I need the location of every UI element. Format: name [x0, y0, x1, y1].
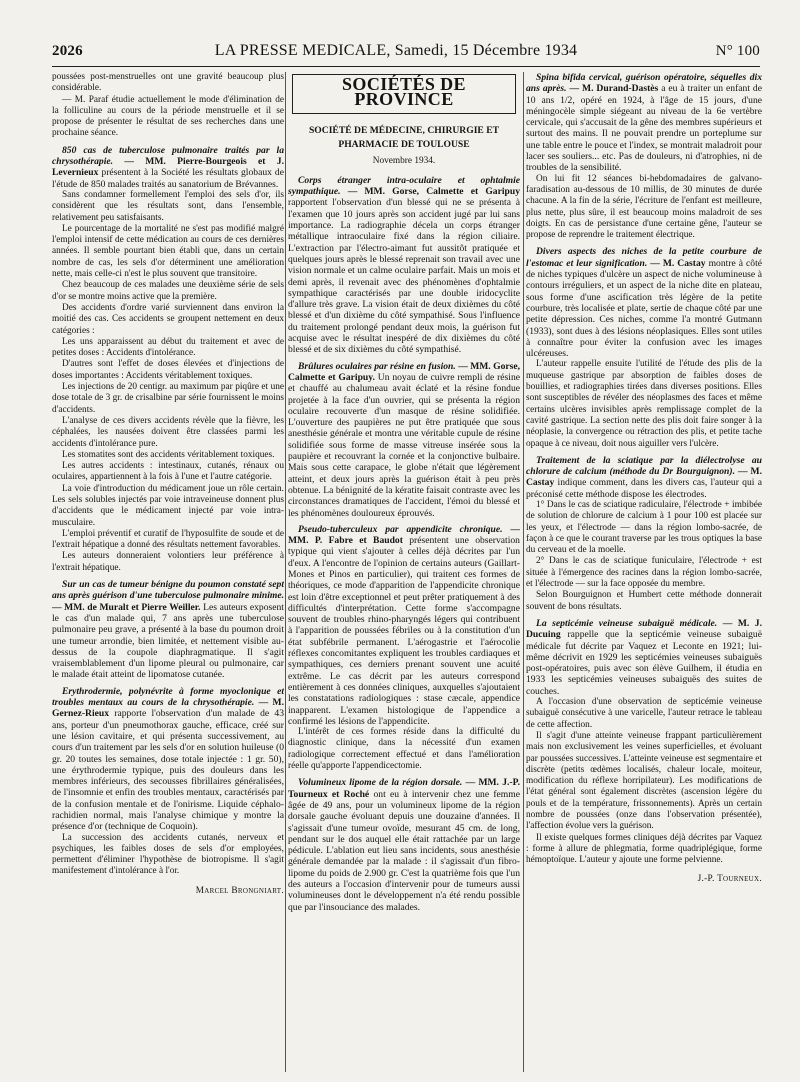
paragraph: Il s'agit d'une atteinte veineuse frappant particulièrement mais non exclusivement les veines superficielles, et évoluant par poussées successives. L'atteinte veineuse est segmentaire et discrète (petits œdèmes localisés, chaleur locale, moiteur, modification du réflexe horripilateur). Les modifications de l'état général sont également discrètes (ascension légère du pouls et de la température, frissonnements). Après un certain nombre de poussées (onze dans l'observation présentée), l'affection évolue vers la guérison. — [526, 730, 762, 832]
article-authors: — M. Durand-Dastès — [569, 83, 659, 95]
article-heading — [52, 579, 284, 681]
column-middle — [288, 72, 520, 1072]
author-signature: J.-P. Tourneux. — [697, 874, 762, 885]
article-heading — [526, 455, 762, 500]
paragraph: La succession des accidents cutanés, nerveux et psychiques, les faibles doses de sels d'or employées, permettent d'éliminer l'hypothèse de biotropisme. Il s'agit manifestement d'intolérance à l'or. — [52, 832, 284, 877]
paragraph: poussées post-menstruelles ont une gravité beaucoup plus considérable. — [52, 72, 284, 94]
article-lead: ont eu à intervenir chez une femme âgée de 49 ans, pour un volumineux lipome de la région dorsale gauche évoluant depuis une douzaine d'années. Il s'agissait d'une tumeur ovoïde, mesurant 45 cm. de long, pendant sur le dos auquel elle était rattachée par un large pédicule. L'ablation eut lieu sans incidents, sous anesthésie générale demandée par la malade : il s'agissait d'un fibro-lipome du poids de 2.900 gr. C'est la quatrième fois que l'un des auteurs a l'occasion d'intervenir pour de tumeurs aussi volumineuses dont le développement n'a été rendu possible que par l'insouciance des malades. — [288, 788, 520, 913]
paragraph: — M. Paraf étudie actuellement le mode d'élimination de la folliculine au cours de la période menstruelle et il se propose de présenter le résultat de ses recherches dans une prochaine séance. — [52, 94, 284, 139]
article-authors: — MM. de Muralt et Pierre Weiller. — [52, 601, 201, 613]
paragraph: Chez beaucoup de ces malades une deuxième série de sels d'or se montre moins active que la première. — [52, 280, 284, 302]
paragraph: Sans condamner formellement l'emploi des sels d'or, ils considèrent que les résultats sont, dans l'ensemble, relativement peu satisfaisants. — [52, 189, 284, 223]
paragraph: 2° Dans le cas de sciatique funiculaire, l'électrode + est située à l'émergence des racines dans la région lombo-sacrée, et l'électrode — sur la face opposée du membre. — [526, 556, 762, 590]
article-authors: — MM. Gorse, Calmette et Garipuy — [347, 186, 520, 198]
paragraph: Selon Bourguignon et Humbert cette méthode donnerait souvent de bons résultats. — [526, 590, 762, 612]
article-lead: Les auteurs exposent le cas d'un malade qui, 7 ans après une tuberculose pulmonaire peu grave, a présenté à la base du poumon droit une tumeur arrondie, bien limitée, et nettement visible au-dessus de la coupole diaphragmatique. Il s'agit vraisemblablement d'un lipome pleural ou pulmonaire, car le malade était atteint de lipomatose cutanée. — [52, 601, 284, 681]
paragraph: A l'occasion d'une observation de septicémie veineuse subaiguë consécutive à une varicelle, l'auteur retrace le tableau de cette affection. — [526, 697, 762, 730]
article-authors: — MM. P. Fabre et Baudot — [288, 523, 520, 547]
section-banner — [292, 74, 516, 114]
paragraph: L'auteur rappelle ensuite l'utilité de l'étude des plis de la muqueuse gastrique par absorption de faibles doses de bouillies, et radiographies tirées dans diverses positions. Elles sont susceptibles de révéler des néoplasmes des faces et même certains ulcères invisibles après remplissage complet de la cavité gastrique. La section nette des plis doit faire songer à la néoplasie, la convergence ou rétraction des plis, et petite tache opaque à ce niveau, doit nous aiguiller vers l'ulcère. — [526, 359, 762, 449]
paragraph: L'intérêt de ces formes réside dans la difficulté du diagnostic clinique, dans la nécessité d'un examen radiologique correctement effectué et dans l'amélioration réelle qu'apporte l'appendicectomie. — [288, 727, 520, 772]
article-authors: — M. Castay — [526, 466, 762, 489]
article-title: Corps étranger intra-oculaire et ophtalmie sympathique. — [288, 174, 520, 198]
article-heading — [288, 777, 520, 913]
column-right — [526, 72, 762, 1072]
paragraph: Les stomatites sont des accidents véritablement toxiques. — [62, 449, 275, 460]
paragraph: On lui fit 12 séances bi-hebdomadaires de galvano-faradisation au-dessous de 10 millis, de 30 minutes de durée chacune. A la fin de la série, l'écriture de l'enfant est meilleure, plus nette, plus sûre, il est beaucoup moins maladroit de ses doigts. En cas de persistance d'une certaine gêne, l'auteur se propose de reprendre le traitement électrique. — [526, 173, 762, 241]
author-signature: Marcel Brongniart. — [195, 885, 284, 896]
paragraph: La voie d'introduction du médicament joue un rôle certain. Les sels solubles injectés par voie intraveineuse donnent plus d'accidents que le médicament injecté par voie intra-musculaire. — [52, 483, 284, 528]
article-heading — [288, 361, 520, 519]
article-lead: rapporte l'observation d'un malade de 43 ans, porteur d'un pneumothorax gauche, efficace, créé sur une lésion cavitaire, et qui présenta successivement, au cours d'un traitement par les sels d'or en solution huileuse (0 gr. 20 toutes les semaines, dose totale injectée : 1 gr. 50), une érythrodermie typique, puis des douleurs dans les membres inférieurs, des secousses fibrillaires généralisées, de l'insomnie et enfin des troubles mentaux, caractérisés par de la confusion mentale et de l'onirisme. Liquide céphalo-rachidien normal, mais l'analyse chimique y montre la présence d'or (technique de Coquoin). — [52, 708, 284, 833]
article-title: 850 cas de tuberculose pulmonaire traités par la chrysothérapie. — [52, 144, 284, 168]
paragraph: L'analyse de ces divers accidents révèle que la fièvre, les céphalées, les nausées doivent être classées parmi les accidents d'intolérance pure. — [52, 415, 284, 449]
article-heading — [288, 524, 520, 727]
article-authors: — M. Gernez-Rieux — [52, 697, 284, 720]
paragraph: 1° Dans le cas de sciatique radiculaire, l'électrode + imbibée de solution de chlorure de calcium à 1 pour 100 est placée sur les yeux, et l'électrode — dans la région lombo-sacrée, de façon à ce que le courant traverse par les trous optiques la base du cerveau et de la moelle. — [526, 499, 762, 556]
article-lead: présentent une observation typique qui vient s'ajouter à celles déjà décrites par l'un d'eux. A l'encontre de l'opinion de certains auteurs (Gaillart-Mones et Pinos en particulier), qui traitent ces formes de théoriques, ce mode d'apparition de l'appendicite chronique est loin d'être exceptionnel et peut prêter pratiquement à des difficultés d'interprétation. Cette forme s'accompagne souvent de troubles rhino-pharyngés légers qui contribuent à l'apparition de poussées fébriles ou à la constitution d'un état subfébrile permanent. L'aérogastrie et l'aérocolie réflexes concomitantes expliquent les troubles cardiaques et sympathiques, ces derniers prenant souvent une acuité extrême. Le cas décrit par les auteurs correspond entièrement à ces données cliniques, auxquelles s'ajoutaient les constatations radiologiques : stase cæcale, appendice inapparent. L'examen histologique de l'appendice a confirmé les lésions de l'appendicite. — [288, 535, 520, 727]
article-authors: — M. J. Ducuing — [526, 617, 762, 641]
column-divider — [523, 72, 524, 1072]
section-title: SOCIÉTÉS DE PROVINCE — [342, 74, 466, 110]
issue-number: N° 100 — [715, 43, 760, 59]
article-title: Pseudo-tuberculeux par appendicite chronique. — [298, 523, 503, 535]
article-heading — [526, 618, 762, 697]
article-heading — [52, 686, 284, 833]
paragraph: Les injections de 20 centigr. au maximum par piqûre et une dose totale de 3 gr. de crisalbine par série fournissent le moins d'accidents. — [52, 382, 284, 415]
page-header — [52, 42, 760, 64]
article-heading — [526, 246, 762, 359]
article-lead: rapportent l'observation d'un blessé qui ne se présenta à l'examen que 10 jours après son accident jugé par lui sans importance. La radiographie décela un corps étranger métallique intraoculaire fixé dans la région ciliaire. L'extraction par l'électro-aimant fut aussitôt pratiquée et quelques jours après le blessé reprenait son travail avec une vision normale et un calme oculaire parfait. Mais un mois et demi après, il revenait avec des phénomènes d'ophtalmie sympathique caractérisés par une double iridocyclite d'allure très grave. La vision était de deux dixièmes du côté blessé et d'un dixième du côté sympathisé. Sous l'influence du traitement prolongé pendant deux mois, la guérison fut acquise avec le résultat inespéré de dix dixièmes du côté blessé et de six dixièmes du côté sympathisé. — [288, 197, 520, 356]
article-lead: a eu à traiter un enfant de 10 ans 1/2, opéré en 1924, à l'âge de 15 jours, d'une méningocèle simple siégeant au niveau de la 6e vertèbre cervicale, qui s'accusait de la gêne des membres supérieurs et surtout des mains. Il ne pouvait prendre un porteplume sur une table entre le pouce et l'index, se montrait maladroit pour lacer ses souliers... etc. Pas de douleurs, ni d'atrophies, ni de troubles de la sensibilité. — [526, 83, 762, 174]
article-heading — [288, 175, 520, 356]
paragraph: Des accidents d'ordre varié surviennent dans environ la moitié des cas. Ces accidents se groupent nettement en deux catégories : — [52, 302, 284, 336]
article-title: Brûlures oculaires par résine en fusion. — [298, 360, 456, 372]
publication-title: LA PRESSE MEDICALE, Samedi, 15 Décembre 1934 — [214, 42, 578, 59]
article-authors: — MM. Pierre-Bourgeois et J. Levernieux — [52, 156, 284, 179]
article-title: Volumineux lipome de la région dorsale. — [298, 777, 463, 789]
article-title: Spina bifida cervical, guérison opératoire, séquelles dix ans après. — [526, 72, 762, 95]
paragraph: Il existe quelques formes cliniques déjà décrites par Vaquez : forme à allure de phlegmatia, forme quadriplégique, forme hémoptoïque. L'auteur y ajoute une forme pelvienne. — [526, 832, 762, 866]
paragraph: Les autres accidents : intestinaux, cutanés, rénaux ou oculaires, appartiennent à la fois à l'une et l'autre catégorie. — [52, 461, 284, 483]
article-lead: présentent à la Société les résultats globaux de l'étude de 850 malades traités au sanatorium de Brévannes. — [52, 167, 284, 190]
paragraph: Le pourcentage de la mortalité ne s'est pas modifié malgré l'emploi intensif de cette médication au cours de ces dernières années. Il semble pourtant bien établi que, dans un certain nombre de cas, les sels d'or déterminent une amélioration nette, mais celle-ci n'est le plus souvent que transitoire. — [52, 223, 284, 280]
article-title: Traitement de la sciatique par la diélectrolyse au chlorure de calcium (méthode du Dr Bourguignon). — [526, 454, 762, 478]
header-rule — [52, 66, 760, 67]
paragraph: D'autres sont l'effet de doses élevées et d'injections de doses importantes : Accidents véritablement toxiques. — [52, 359, 284, 381]
article-heading — [526, 72, 762, 174]
article-title: Sur un cas de tumeur bénigne du poumon constaté sept ans après guérison d'une tuberculose pulmonaire minime. — [52, 579, 284, 602]
article-title: La septicémie veineuse subaiguë médicale. — [536, 617, 718, 629]
article-title: Erythrodermie, polynévrite à forme myoclonique et troubles mentaux au cours de la chrysothérapie. — [52, 685, 284, 709]
paragraph: Les uns apparaissent au début du traitement et avec de petites doses : Accidents d'intolérance. — [52, 336, 284, 359]
paragraph: Les auteurs donneraient volontiers leur préférence à l'extrait hépatique. — [52, 551, 284, 573]
article-title: Divers aspects des niches de la petite courbure de l'estomac et leur signification. — [526, 246, 762, 269]
society-name: SOCIÉTÉ DE MÉDECINE, CHIRURGIE ET PHARMACIE DE TOULOUSE — [308, 124, 500, 150]
article-lead: montre à côté de niches typiques d'ulcère un aspect de niche volumineuse à contours irréguliers, et un aspect de la niche dite en plateau, sous forme d'une ascification très légère de la petite courbure, très localisée et plate, sertie de chaque côté par une petite dépression. Ces niches, comme l'a montré Gutmann (1933), sont dues à des lésions néoplasiques. Elles sont utiles à connaître pour éviter la confusion avec les images ulcéreuses. — [526, 257, 762, 360]
article-authors: — M. Castay — [650, 257, 706, 269]
article-heading — [52, 145, 284, 190]
article-authors: — MM. Gorse, Calmette et Garipuy. — [288, 360, 520, 383]
page-number: 2026 — [52, 43, 83, 59]
article-lead: Un noyau de cuivre rempli de résine et chauffé au chalumeau avait éclaté et la résine fondue projetée à la face d'un ouvrier, qui se présenta la région oculaire recouverte d'un masque de résine solidifiée. L'ouverture des paupières ne put être pratiquée que sous anesthésie générale et montra une véritable cupule de résine solidifiée sous forme de masse vitreuse insérée sous la paupière et recouvrant la cornée et la conjonctive bulbaire. Mais sous cette carapace, le globe n'était que légèrement atteint, et deux jours après la guérison était à peu près obtenue. La bénignité de la kératite faisait contraste avec les circonstances dramatiques de l'accident, l'émoi du blessé et les phénomènes douloureux éprouvés. — [288, 371, 520, 519]
article-authors: — MM. J.-P. Tourneux et Roché — [288, 777, 520, 800]
paragraph: L'emploi préventif et curatif de l'hyposulfite de soude et de l'extrait hépatique a donné des résultats nettement favorables. — [52, 528, 284, 551]
column-divider — [285, 72, 286, 1072]
column-left — [52, 72, 284, 1072]
article-lead: rappelle que la septicémie veineuse subaiguë médicale fut décrite par Vaquez et Leconte en 1921; lui-même décrivit en 1929 les septicémies veineuses subaiguës post-opératoires, puis avec son élève Guilhem, il étudia en 1933 les septicémies veineuses subaiguës des suites de couches. — [526, 629, 762, 697]
article-lead: indique comment, dans les divers cas, l'auteur qui a préconisé cette méthode dispose les électrodes. — [526, 477, 762, 500]
session-date: Novembre 1934. — [372, 155, 436, 166]
